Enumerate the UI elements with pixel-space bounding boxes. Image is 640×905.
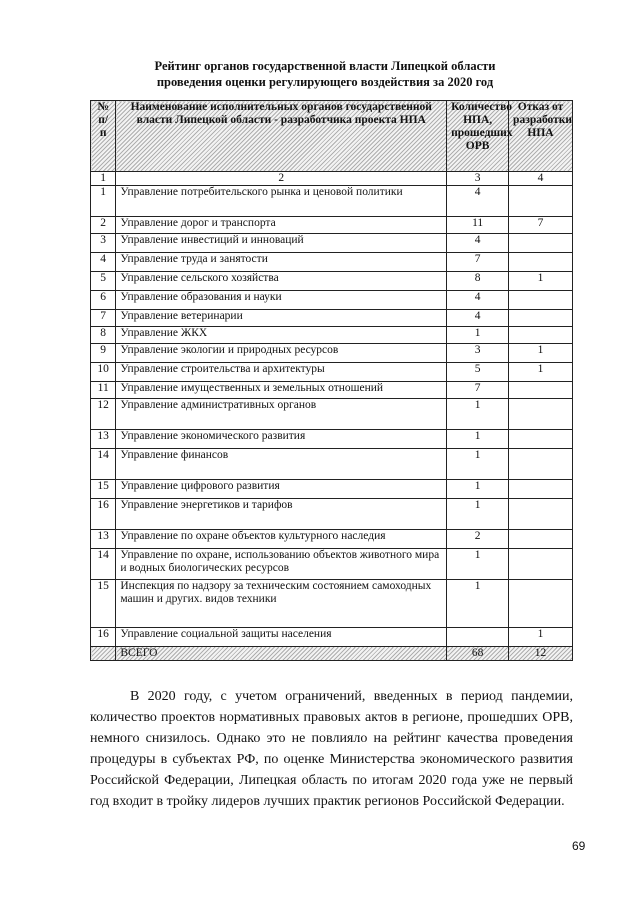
cell-refusal — [509, 399, 573, 430]
table-row — [91, 628, 573, 647]
total-label: ВСЕГО — [116, 647, 447, 661]
table-row — [91, 234, 573, 253]
column-number: 2 — [116, 172, 447, 186]
cell-organ-name: Управление ветеринарии — [116, 310, 447, 327]
cell-organ-name: Управление ЖКХ — [116, 327, 447, 344]
column-number: 3 — [447, 172, 509, 186]
table-row — [91, 253, 573, 272]
cell-count: 1 — [447, 327, 509, 344]
cell-count: 7 — [447, 253, 509, 272]
table-row — [91, 363, 573, 382]
header-organ-name: Наименование исполнительных органов государственной власти Липецкой области - разработчика проекта НПА — [116, 101, 447, 172]
table-row — [91, 327, 573, 344]
cell-refusal — [509, 449, 573, 480]
cell-count: 4 — [447, 186, 509, 217]
cell-number: 7 — [91, 310, 116, 327]
table-row — [91, 217, 573, 234]
body-paragraph: В 2020 году, с учетом ограничений, введенных в период пандемии, количество проектов нормативных правовых актов в регионе, прошедших ОРВ, немного снизилось. Однако это не повлияло на рейтинг качества проведения процедуры в субъектах РФ, по оценке Министерства экономического развития Российской Федерации, Липецкая область по итогам 2020 года уже не первый год входит в тройку лидеров лучших практик регионов Российской Федерации. — [90, 689, 573, 809]
cell-count: 1 — [447, 430, 509, 449]
table-row — [91, 449, 573, 480]
cell-number: 6 — [91, 291, 116, 310]
cell-number: 8 — [91, 327, 116, 344]
total-refusal: 12 — [509, 647, 573, 661]
cell-number: 2 — [91, 217, 116, 234]
cell-refusal — [509, 382, 573, 399]
cell-number: 5 — [91, 272, 116, 291]
table-row — [91, 530, 573, 549]
cell-organ-name: Управление экологии и природных ресурсов — [116, 344, 447, 363]
cell-organ-name: Инспекция по надзору за техническим состоянием самоходных машин и других. видов техники — [116, 580, 447, 628]
cell-number: 11 — [91, 382, 116, 399]
cell-refusal — [509, 499, 573, 530]
cell-number: 12 — [91, 399, 116, 430]
table-row — [91, 480, 573, 499]
cell-organ-name: Управление инвестиций и инноваций — [116, 234, 447, 253]
cell-organ-name: Управление потребительского рынка и ценовой политики — [116, 186, 447, 217]
cell-count: 1 — [447, 549, 509, 580]
cell-organ-name: Управление административных органов — [116, 399, 447, 430]
cell-count: 4 — [447, 310, 509, 327]
cell-count: 3 — [447, 344, 509, 363]
cell-organ-name: Управление финансов — [116, 449, 447, 480]
cell-refusal: 1 — [509, 344, 573, 363]
cell-organ-name: Управление по охране объектов культурного наследия — [116, 530, 447, 549]
cell-refusal — [509, 480, 573, 499]
table-row — [91, 310, 573, 327]
cell-number: 15 — [91, 480, 116, 499]
table-row — [91, 499, 573, 530]
table-row — [91, 272, 573, 291]
cell-refusal: 1 — [509, 272, 573, 291]
page-number: 69 — [572, 839, 586, 853]
cell-organ-name: Управление цифрового развития — [116, 480, 447, 499]
total-count: 68 — [447, 647, 509, 661]
table-row — [91, 549, 573, 580]
cell-number: 14 — [91, 549, 116, 580]
cell-number: 13 — [91, 530, 116, 549]
cell-number: 10 — [91, 363, 116, 382]
table-row — [91, 580, 573, 628]
table-row — [91, 382, 573, 399]
total-row — [91, 647, 573, 661]
title-line-1: Рейтинг органов государственной власти Липецкой области — [154, 59, 496, 73]
table-body — [91, 172, 573, 661]
cell-organ-name: Управление имущественных и земельных отношений — [116, 382, 447, 399]
cell-number: 1 — [91, 186, 116, 217]
cell-refusal — [509, 430, 573, 449]
cell-organ-name: Управление экономического развития — [116, 430, 447, 449]
cell-count: 11 — [447, 217, 509, 234]
table-row — [91, 399, 573, 430]
cell-refusal: 1 — [509, 363, 573, 382]
header-number: № п/п — [91, 101, 116, 172]
table-row — [91, 186, 573, 217]
cell-number: 4 — [91, 253, 116, 272]
title-line-2-post: за 2020 год — [429, 75, 494, 89]
cell-organ-name: Управление труда и занятости — [116, 253, 447, 272]
cell-organ-name: Управление социальной защиты населения — [116, 628, 447, 647]
column-number: 1 — [91, 172, 116, 186]
cell-count: 1 — [447, 399, 509, 430]
cell-number: 15 — [91, 580, 116, 628]
cell-count: 5 — [447, 363, 509, 382]
column-number: 4 — [509, 172, 573, 186]
cell-refusal: 1 — [509, 628, 573, 647]
cell-number: 16 — [91, 499, 116, 530]
title-line-2-pre: проведения — [156, 75, 226, 89]
cell-organ-name: Управление строительства и архитектуры — [116, 363, 447, 382]
cell-refusal — [509, 580, 573, 628]
cell-number: 13 — [91, 430, 116, 449]
cell-count: 4 — [447, 234, 509, 253]
total-blank — [91, 647, 116, 661]
cell-count: 7 — [447, 382, 509, 399]
table-row — [91, 291, 573, 310]
cell-organ-name: Управление дорог и транспорта — [116, 217, 447, 234]
cell-number: 9 — [91, 344, 116, 363]
title-line-2 — [90, 74, 560, 90]
cell-number: 14 — [91, 449, 116, 480]
table-row — [91, 344, 573, 363]
cell-refusal — [509, 549, 573, 580]
cell-refusal — [509, 253, 573, 272]
cell-organ-name: Управление энергетиков и тарифов — [116, 499, 447, 530]
cell-refusal — [509, 327, 573, 344]
cell-refusal — [509, 530, 573, 549]
cell-count: 2 — [447, 530, 509, 549]
document-title — [90, 58, 560, 90]
cell-refusal — [509, 310, 573, 327]
cell-count: 8 — [447, 272, 509, 291]
cell-organ-name: Управление образования и науки — [116, 291, 447, 310]
cell-number: 3 — [91, 234, 116, 253]
title-line-2-emph: оценки регулирующего воздействия — [225, 75, 430, 89]
cell-refusal — [509, 291, 573, 310]
cell-refusal — [509, 234, 573, 253]
table-row — [91, 430, 573, 449]
cell-count — [447, 628, 509, 647]
table-header-row — [91, 101, 573, 172]
cell-organ-name: Управление сельского хозяйства — [116, 272, 447, 291]
cell-count: 1 — [447, 580, 509, 628]
cell-count: 1 — [447, 449, 509, 480]
header-count: Количество НПА, прошедших ОРВ — [447, 101, 509, 172]
cell-organ-name: Управление по охране, использованию объектов животного мира и водных биологических ресурсов — [116, 549, 447, 580]
cell-count: 1 — [447, 499, 509, 530]
cell-refusal — [509, 186, 573, 217]
rating-table — [90, 100, 573, 661]
cell-number: 16 — [91, 628, 116, 647]
cell-refusal: 7 — [509, 217, 573, 234]
column-number-row — [91, 172, 573, 186]
cell-count: 4 — [447, 291, 509, 310]
cell-count: 1 — [447, 480, 509, 499]
header-refusal: Отказ от разработки НПА — [509, 101, 573, 172]
